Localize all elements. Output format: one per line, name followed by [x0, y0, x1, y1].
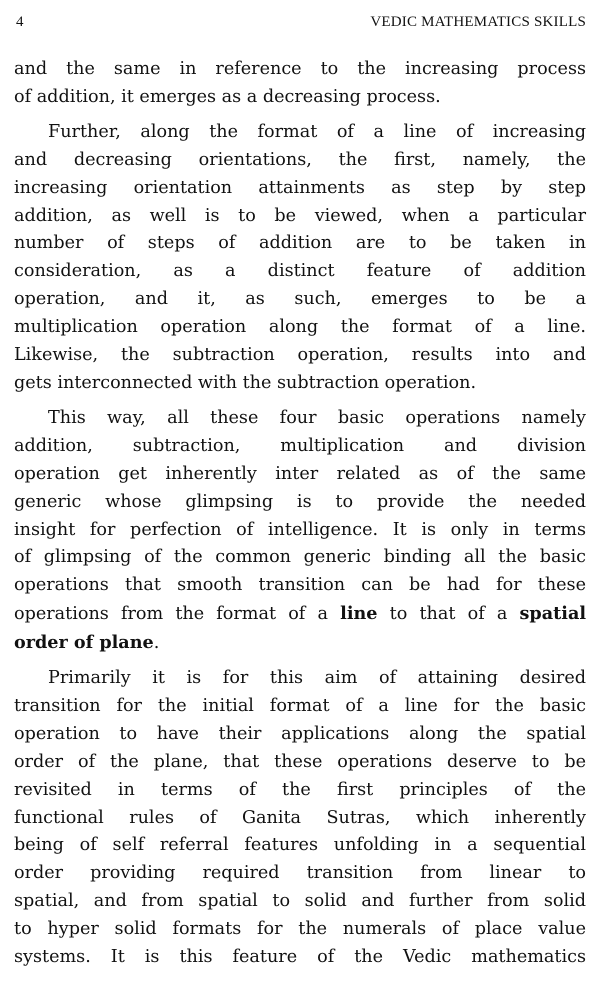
text-line: functional rules of Ganita Sutras, which inherently	[14, 807, 586, 828]
text-line: gets interconnected with the subtraction operation.	[14, 372, 477, 393]
text-line: and decreasing orientations, the first, namely, the	[14, 149, 586, 170]
text-line: of glimpsing of the common generic binding all the basic	[14, 547, 586, 568]
text-line: generic whose glimpsing is to provide the needed	[14, 491, 586, 512]
paragraph-1	[14, 56, 586, 112]
text-line: addition, as well is to be viewed, when a particular	[14, 205, 586, 226]
text-line: operation, and it, as such, emerges to be a	[14, 289, 586, 310]
text-line: consideration, as a distinct feature of addition	[14, 261, 586, 282]
text-line: systems. It is this feature of the Vedic mathematics	[14, 947, 586, 968]
text-line: and the same in reference to the increasing process	[14, 59, 586, 79]
text-line-content: operations from the format of a	[14, 604, 328, 625]
text-line: operation get inherently inter related as of the same	[14, 463, 586, 484]
text-line: order of the plane, that these operations deserve to be	[14, 751, 586, 772]
text-line: to hyper solid formats for the numerals of place value	[14, 919, 586, 940]
text-line	[14, 665, 586, 693]
text-line: number of steps of addition are to be taken in	[14, 233, 586, 254]
text-line: Likewise, the subtraction operation, results into and	[14, 345, 586, 366]
text-line-content: to that of a	[389, 604, 508, 625]
text-line	[14, 119, 586, 147]
text-line-content: Primarily it is for this aim of attaining desired	[48, 668, 586, 689]
text-line	[14, 405, 586, 433]
text-line: spatial, and from spatial to solid and further from solid	[14, 891, 586, 912]
text-line: revisited in terms of the first principles of the	[14, 779, 586, 800]
sentence-period: .	[153, 633, 160, 654]
text-line: multiplication operation along the format of a line.	[14, 317, 586, 338]
paragraph-3	[14, 405, 586, 658]
text-line: insight for perfection of intelligence. It is only in terms	[14, 519, 586, 540]
text-line: being of self referral features unfolding in a sequential	[14, 835, 586, 856]
running-title: VEDIC MATHEMATICS SKILLS	[370, 14, 586, 30]
text-line-content: This way, all these four basic operations namely	[48, 407, 586, 428]
paragraph-4	[14, 665, 586, 972]
page-number: 4	[16, 14, 24, 30]
text-line: operations that smooth transition can be had for these	[14, 575, 586, 596]
bold-term-order-of-plane: order of plane	[14, 632, 154, 654]
text-line	[14, 629, 586, 658]
text-line: addition, subtraction, multiplication and division	[14, 435, 586, 456]
text-line: of addition, it emerges as a decreasing process.	[14, 86, 441, 107]
text-line: order providing required transition from linear to	[14, 863, 586, 884]
text-line: transition for the initial format of a line for the basic	[14, 695, 586, 716]
running-header	[14, 14, 586, 40]
body-text	[14, 56, 586, 972]
text-line-content: Further, along the format of a line of increasing	[48, 121, 586, 142]
text-line	[14, 600, 586, 629]
bold-term-line: line	[340, 603, 378, 625]
text-line: increasing orientation attainments as step by step	[14, 177, 586, 198]
bold-term-spatial: spatial	[519, 603, 587, 625]
paragraph-2	[14, 119, 586, 398]
text-line: operation to have their applications along the spatial	[14, 723, 586, 744]
